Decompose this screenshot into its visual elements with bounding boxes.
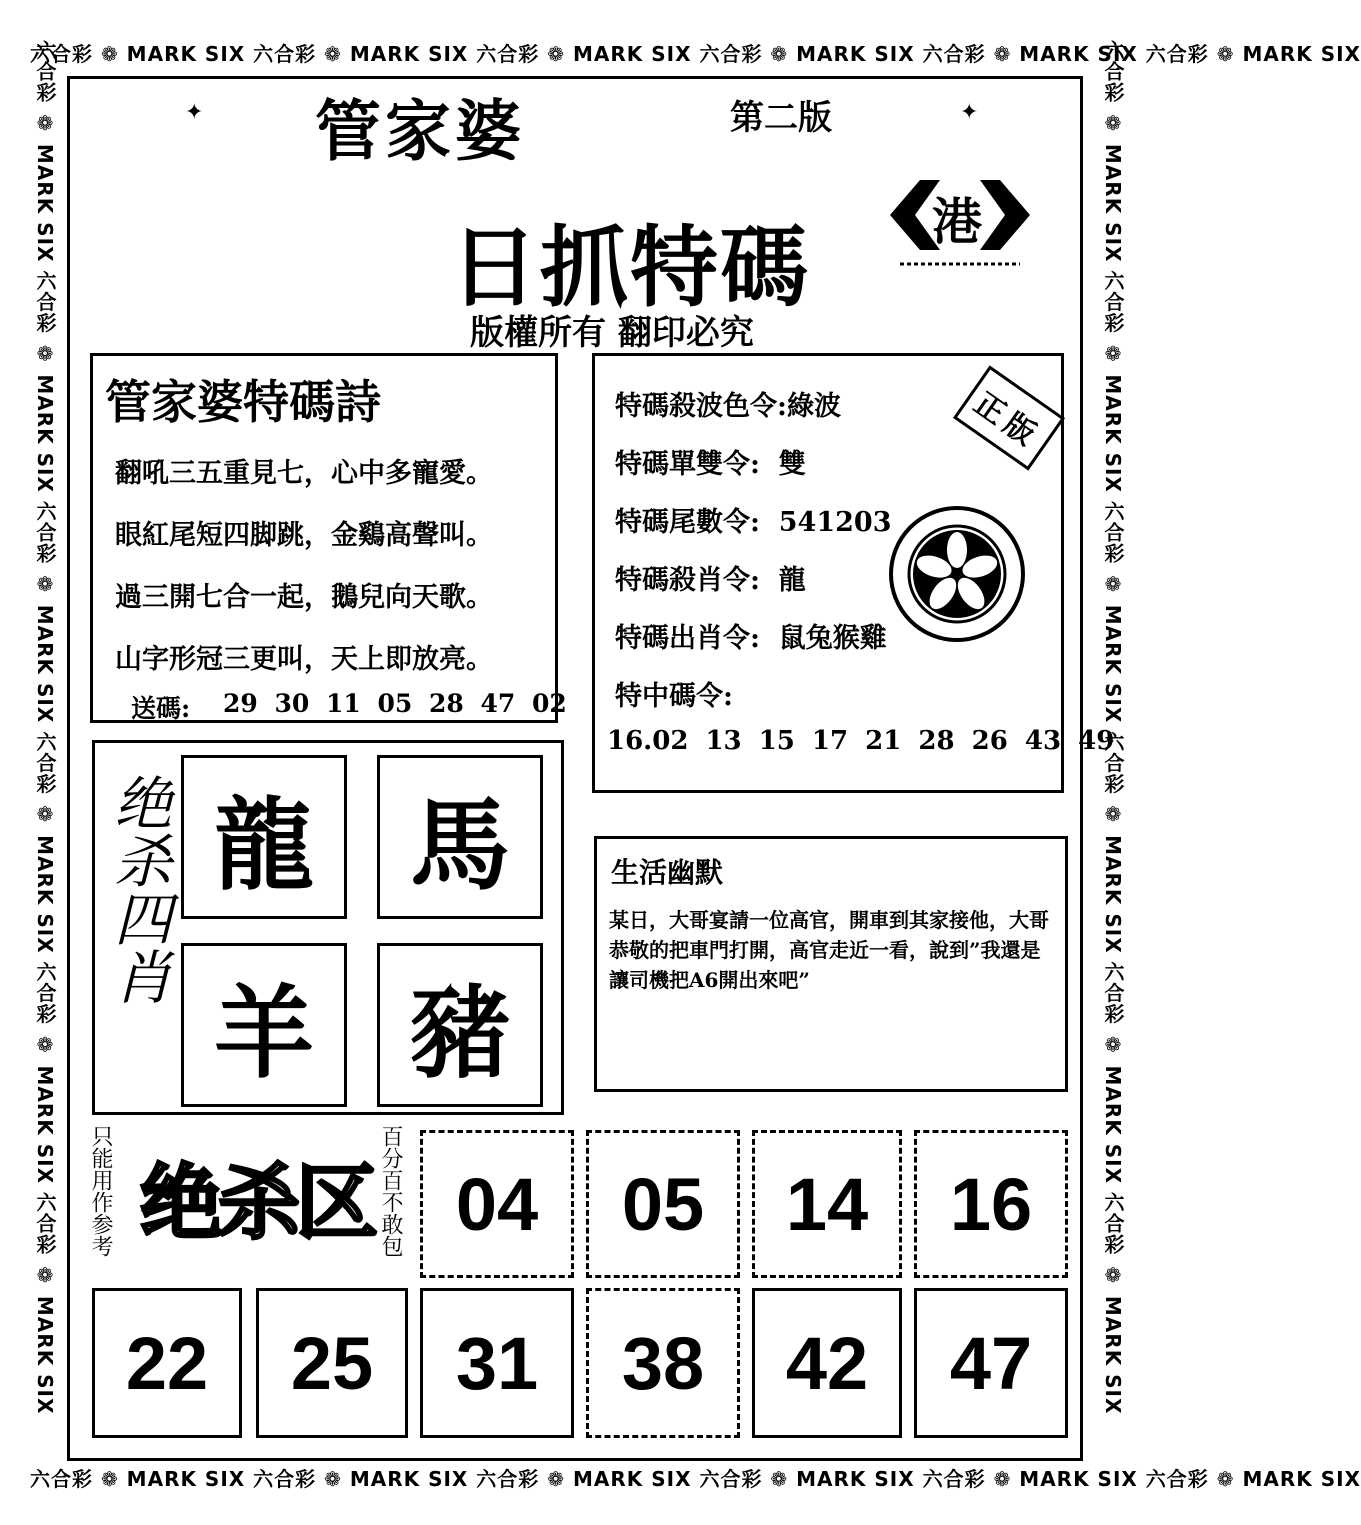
star-icon: ✦ — [185, 100, 204, 125]
kill-number: 25 — [256, 1288, 408, 1438]
hk-logo — [880, 160, 1040, 270]
special-numbers: 16.02 13 15 17 21 28 26 43 49 — [607, 726, 1115, 756]
bauhinia-emblem-icon — [887, 504, 1027, 644]
four-kill-label: 绝杀四肖 — [104, 773, 172, 1005]
kill-number: 16 — [914, 1130, 1068, 1278]
kill-number: 47 — [914, 1288, 1068, 1438]
page-title: 日抓特碼 — [450, 215, 811, 319]
copyright-line: 版權所有 翻印必究 — [470, 313, 754, 353]
command-line: 特碼殺波色令:綠波 — [615, 391, 841, 422]
top-border-band: 六合彩 ❁ MARK SIX 六合彩 ❁ MARK SIX 六合彩 ❁ MARK SIX 六合彩 ❁ MARK SIX 六合彩 ❁ MARK SIX 六合彩 ❁ MARK SIX — [30, 42, 1361, 66]
kill-number: 38 — [586, 1288, 740, 1438]
kill-number: 31 — [420, 1288, 574, 1438]
zodiac-cell: 馬 — [377, 755, 543, 919]
command-line: 特碼單雙令: 雙 — [615, 449, 806, 480]
kill-number: 04 — [420, 1130, 574, 1278]
star-icon: ✦ — [960, 100, 979, 125]
bottom-border-band: 六合彩 ❁ MARK SIX 六合彩 ❁ MARK SIX 六合彩 ❁ MARK SIX 六合彩 ❁ MARK SIX 六合彩 ❁ MARK SIX 六合彩 ❁ MARK SIX — [30, 1467, 1361, 1491]
kill-number: 42 — [752, 1288, 902, 1438]
command-line: 特碼尾數令: 541203 — [615, 507, 892, 538]
zodiac-cell: 龍 — [181, 755, 347, 919]
zodiac-cell: 豬 — [377, 943, 543, 1107]
humor-text: 某日，大哥宴請一位高官，開車到其家接他，大哥恭敬的把車門打開，高官走近一看，說到”我還是讓司機把A6開出來吧” — [609, 908, 1049, 992]
hk-logo-char: 港 — [932, 192, 982, 251]
poem-title: 管家婆特碼詩 — [105, 375, 381, 429]
kill-zone-title: 绝杀区 — [140, 1156, 375, 1251]
right-border-band: 六合彩 ❁ MARK SIX 六合彩 ❁ MARK SIX 六合彩 ❁ MARK SIX 六合彩 ❁ MARK SIX 六合彩 ❁ MARK SIX 六合彩 ❁ MARK SIX — [1101, 40, 1125, 1415]
kill-number: 14 — [752, 1130, 902, 1278]
command-line: 特碼出肖令: 鼠兔猴雞 — [615, 623, 887, 654]
genuine-stamp: 正版 — [953, 365, 1065, 470]
humor-title: 生活幽默 — [611, 856, 724, 889]
zodiac-cell: 羊 — [181, 943, 347, 1107]
poem-line: 翻吼三五重見七，心中多寵愛。 — [115, 458, 493, 489]
command-line: 特碼殺肖令: 龍 — [615, 565, 806, 596]
kill-zone-right-note: 百分百不敢包 — [378, 1125, 403, 1257]
kill-zone-left-note: 只能用作参考 — [88, 1125, 113, 1257]
left-border-band: 六合彩 ❁ MARK SIX 六合彩 ❁ MARK SIX 六合彩 ❁ MARK SIX 六合彩 ❁ MARK SIX 六合彩 ❁ MARK SIX 六合彩 ❁ MARK SIX — [33, 40, 57, 1415]
edition-label: 第二版 — [730, 98, 832, 138]
poem-box — [90, 353, 567, 723]
poem-line: 眼紅尾短四脚跳，金鷄高聲叫。 — [115, 520, 493, 551]
kill-number: 05 — [586, 1130, 740, 1278]
send-numbers: 29 30 11 05 28 47 02 — [223, 689, 567, 718]
poem-line: 山字形冠三更叫，天上即放亮。 — [115, 644, 493, 675]
header-title-top: 管家婆 — [315, 92, 525, 170]
humor-box — [594, 836, 1068, 1092]
command-line: 特中碼令: — [615, 681, 733, 712]
four-kill-box — [92, 740, 564, 1115]
poem-line: 過三開七合一起，鵝兒向天歌。 — [115, 582, 493, 613]
send-label: 送碼: — [131, 694, 191, 723]
kill-number: 22 — [92, 1288, 242, 1438]
commands-box — [592, 353, 1115, 793]
